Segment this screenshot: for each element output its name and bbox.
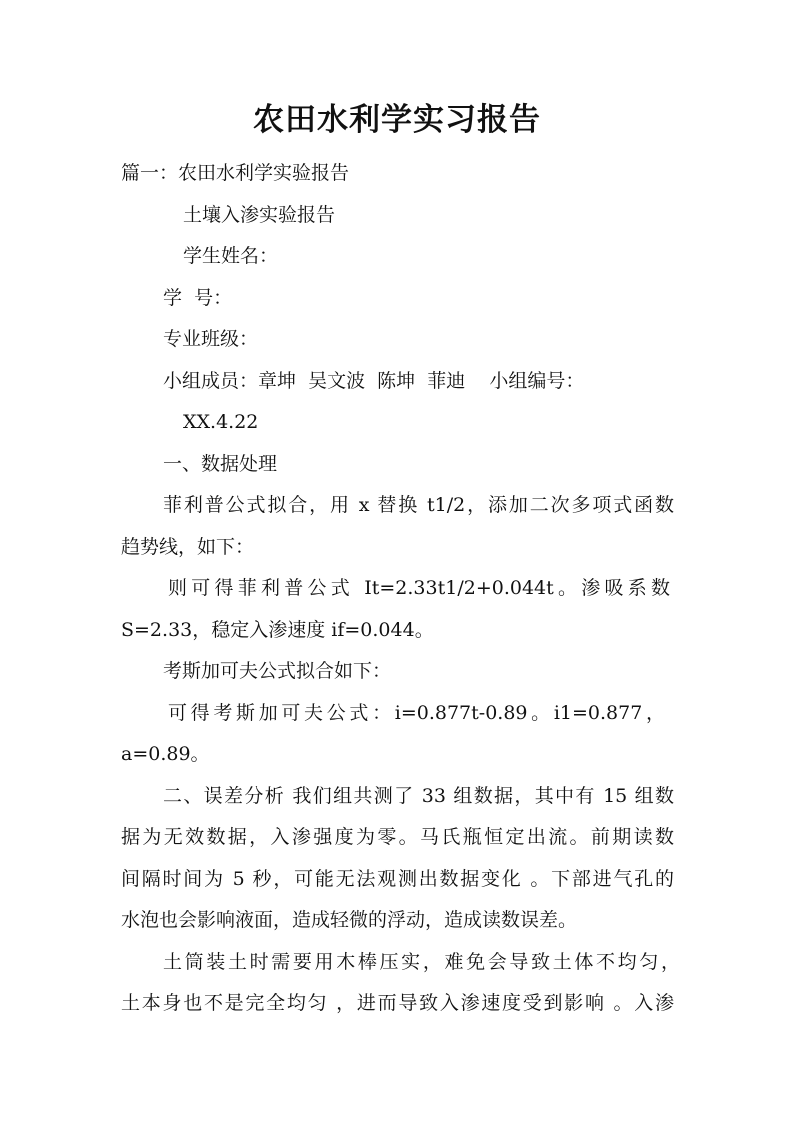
student-name-label: 学生姓名： bbox=[183, 245, 279, 267]
paragraph-line: 可得考斯加可夫公式：i=0.877t-0.89。i1=0.877， bbox=[168, 702, 665, 724]
student-id-label: 学 号： bbox=[163, 287, 233, 309]
paragraph-line: S=2.33，稳定入渗速度 if=0.044。 bbox=[121, 619, 434, 641]
group-members-line: 小组成员：章坤 吴文波 陈坤 菲迪 小组编号： bbox=[163, 370, 585, 392]
report-subtitle: 土壤入渗实验报告 bbox=[183, 204, 336, 226]
paragraph-line: 土筒装土时需要用木棒压实，难免会导致土体不均匀， bbox=[163, 951, 680, 973]
paragraph-line: 间隔时间为 5 秒，可能无法观测出数据变化 。下部进气孔的 bbox=[121, 868, 674, 890]
paragraph-line: 则可得菲利普公式 It=2.33t1/2+0.044t。渗吸系数 bbox=[168, 577, 670, 599]
section-heading: 篇一：农田水利学实验报告 bbox=[121, 162, 350, 184]
paragraph-line: 考斯加可夫公式拟合如下： bbox=[163, 660, 392, 682]
paragraph-line: a=0.89。 bbox=[121, 743, 210, 765]
paragraph-line: 水泡也会影响液面，造成轻微的浮动，造成读数误差。 bbox=[121, 909, 578, 931]
document-title: 农田水利学实习报告 bbox=[253, 102, 541, 138]
section-data-processing: 一、数据处理 bbox=[163, 453, 278, 475]
paragraph-line: 据为无效数据，入渗强度为零。马氏瓶恒定出流。前期读数 bbox=[121, 826, 674, 848]
paragraph-line: 菲利普公式拟合，用 x 替换 t1/2，添加二次多项式函数 bbox=[163, 494, 674, 516]
paragraph-line: 趋势线，如下： bbox=[121, 536, 255, 558]
paragraph-line: 土本身也不是完全均匀 ，进而导致入渗速度受到影响 。入渗 bbox=[121, 992, 674, 1014]
report-date: XX.4.22 bbox=[183, 411, 259, 433]
class-label: 专业班级： bbox=[163, 328, 259, 350]
paragraph-line: 二、误差分析 我们组共测了 33 组数据，其中有 15 组数 bbox=[163, 785, 674, 807]
